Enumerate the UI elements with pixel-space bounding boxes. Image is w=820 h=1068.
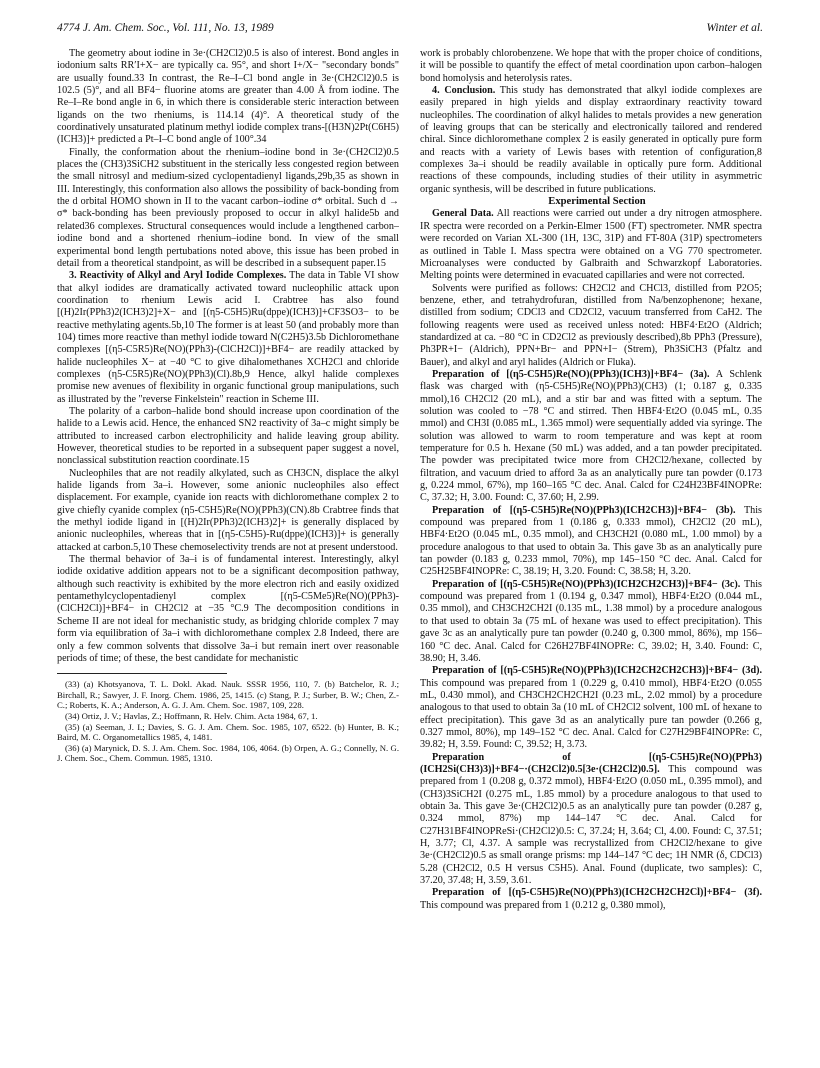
general-data-title: General Data. [432,208,494,220]
left-column [57,48,399,764]
header-authors: Winter et al. [706,22,763,34]
paragraph: work is probably chlorobenzene. We hope that with the proper choice of conditions, it will be possible to quantify the effect of metal coordination upon carbon–halogen bond homolysis and heterolysis rates. [420,48,762,84]
footnotes [57,679,399,764]
preparation-title: Preparation of [(η5-C5H5)Re(NO)(PPh3)(ICH2CH2CH2Cl)]+BF4− (3f). [432,887,762,899]
paragraph: Nucleophiles that are not readily alkylated, such as CH3CN, displace the alkyl halide ligands from 3a–i. However, some anionic nucleophiles also effect displacement. For example, cyanide ion reacts with dichloromethane complex 2 to give chiefly cyanide complex (η5-C5H5)Re(NO)(PPh3)(CN).8b Crabtree finds that the methyl iodide ligand in [(H)2Ir(PPh3)2(ICH3)2]+ is generally displaced by anionic nucleophiles, whereas that in [(η5-C5H5)-Ru(dppe)(ICH3)]+ is generally attacked at carbon.5,10 These chemoselectivity trends are not at present understood. [57,467,399,553]
running-header [57,22,763,38]
general-data-text: All reactions were carried out under a dry nitrogen atmosphere. IR spectra were recorded on a Perkin-Elmer 1500 (FT) spectrometer. NMR spectra were recorded on Varian XL-300 (1H, 13C, 31P) and FT-80A (31P) spectrometers as outlined in Table I. Mass spectra were obtained on a VG 770 spectrometer. Microanalyses were conducted by Galbraith and Schwarzkopf Laboratories. Melting points were determined in evacuated capillaries and were not corrected. [420,208,762,282]
preparation-title: Preparation of [(η5-C5H5)Re(NO)(PPh3)(ICH2CH2CH2CH3)]+BF4− (3d). [432,665,762,677]
general-data-paragraph [420,208,762,282]
preparation-text: This compound was prepared from 1 (0.208 g, 0.372 mmol), HBF4·Et2O (0.050 mL, 0.395 mmol), and (CH3)3SiCH2I (0.275 mL, 1.85 mmol) by a procedure analogous to that used to obtain 3a. This gave 3e·(CH2Cl2)0.5 as an analytically pure tan powder (0.287 g, 0.324 mmol, 87%) mp 144–147 °C dec. Anal. Calcd for C27H31BF4INOPReSi·(CH2Cl2)0.5: C, 37.24; H, 3.64; Cl, 4.00. Found: C, 37.51; H, 3.77; Cl, 4.37. A sample was recrystallized from CH2Cl2/hexane to give 3e·(CH2Cl2)0.5 as small orange prisms: mp 144–147 °C dec; 1H NMR (δ, CDCl3) 5.28 (CH2Cl2, 0.5 H versus C5H5). Anal. Found (duplicate, two samples): C, 37.20, 37.48; H, 3.59, 3.61. [420,763,762,887]
preparation-title: Preparation of [(η5-C5H5)Re(NO)(PPh3)(ICH3)]+BF4− (3a). [432,368,710,380]
section-3-text: The data in Table VI show that alkyl iodides are dramatically activated toward nucleophilic attack upon coordination to rhenium Lewis acid I. Crabtree has also found [(H)2Ir(PPh3)2(ICH3)2]+X− and [(η5-C5H5)Ru(dppe)(ICH3)]+CF3SO3− to be reactive methylating agents.5b,10 The former is at least 50 (and probably more than 104) times more reactive than methyl iodide toward N(C2H5)3.5b Dichloromethane complexes [(η5-C5R5)Re(NO)(PPh3)-(ClCH2Cl)]+BF4− are readily attacked by halide nucleophiles X− at −40 °C to give dihalomethanes XCH2Cl and chloride complexes (η5-C5R5)Re(NO)(PPh3)(Cl).8b,9 Hence, alkyl halide complexes promise new avenues of flexibility in organic functional group manipulations, such as illustrated by the "reverse Finkelstein" reaction in Scheme III. [57,270,400,405]
paragraph: The polarity of a carbon–halide bond should increase upon coordination of the halide to a Lewis acid. Hence, the enhanced SN2 reactivity of 3a–c might simply be attributed to increased carbon electrophilicity and halide leaving group ability. However, theoretical studies to be reported in a subsequent paper suggest a novel, nonclassical substitution reaction coordinate.15 [57,405,399,467]
preparation-text: A Schlenk flask was charged with (η5-C5H5)Re(NO)(PPh3)(CH3) (1; 0.187 g, 0.335 mmol),16 CH2Cl2 (20 mL), and a stir bar and was fitted with a septum. The solution was cooled to −78 °C and stirred. Then HBF4·Et2O (0.045 mL, 0.35 mmol) and CH3I (0.085 mL, 1.365 mmol) were sequentially added via syringe. The solution was allowed to warm to room temperature and was kept at room temperature for 0.5 h. Hexane (50 mL) was added, and a tan powder precipitated. The powder was precipitated twice more from CH2Cl2/hexane, collected by filtration, and vacuum dried to afford 3a as an analytically pure tan powder (0.173 g, 0.224 mmol, 67%), mp 160–165 °C dec. Anal. Calcd for C24H23BF4INOPRe: C, 37.32; H, 3.00. Found: C, 37.60; H, 2.99. [420,368,762,504]
preparation-3c [420,579,762,665]
preparation-3b [420,505,762,579]
conclusion-text: This study has demonstrated that alkyl iodide complexes are easily prepared in high yields and display extraordinary reactivity toward nucleophiles. The coordination of alkyl halides to metals provides a new generation of leaving groups that can be sterically and electronically tailored and rendered chiral. Since dichloromethane complex 2 is easily generated in optically pure form and reacts with a variety of Lewis bases with retention of configuration,8 complexes 3a–i should be readily available in optically pure form. Additional reactions of these compounds, including studies of their utility in asymmetric organic synthesis, will be described in future publications. [420,85,762,195]
preparation-3a [420,369,762,505]
preparation-3d [420,665,762,751]
preparation-text: This compound was prepared from 1 (0.212 g, 0.380 mmol), [420,899,666,911]
preparation-title: Preparation of [(η5-C5H5)Re(NO)(PPh3)(ICH2CH2CH3)]+BF4− (3c). [432,578,741,590]
preparation-text: This compound was prepared from 1 (0.229 g, 0.410 mmol), HBF4·Et2O (0.055 mL, 0.430 mmol), and CH3CH2CH2CH2I (0.23 mL, 2.02 mmol) by a procedure analogous to that used to obtain 3a (10 mL of CH2Cl2 solvent, 100 mL of hexane to effect precipitation). This gave 3d as an analytically pure tan powder (0.266 g, 0.327 mmol, 80%), mp 149–152 °C dec. Anal. Calcd for C27H29BF4INOPRe: C, 39.82; H, 3.59. Found: C, 39.52; H, 3.73. [420,677,762,751]
preparation-title: Preparation of [(η5-C5H5)Re(NO)(PPh3)(ICH2CH3)]+BF4− (3b). [432,504,736,516]
right-column [420,48,762,912]
paragraph: Finally, the conformation about the rhenium–iodine bond in 3e·(CH2Cl2)0.5 places the (CH3)3SiCH2 substituent in the sterically less congested region between the small nitrosyl and medium-sized cyclopentadienyl ligands,29b,35 as shown in III. Interestingly, this conformation also allows the possibility of back-bonding from the d orbital HOMO shown in II to the vacant carbon–iodine σ* orbital. Such d → σ* back-bonding has been previously proposed to occur in alkyl halide5b and related36 complexes. Structural consequences would include a lengthened carbon–iodine bond and a shortened rhenium–iodine bond. In view of the small experimental bond length pertubations noted above, this issue has been probed in detail from a theoretical standpoint, as will be described in a subsequent paper.15 [57,146,399,269]
section-3-intro [57,270,399,406]
conclusion-paragraph [420,85,762,196]
experimental-heading: Experimental Section [548,196,646,208]
footnote: (33) (a) Khotsyanova, T. L. Dokl. Akad. Nauk. SSSR 1956, 110, 7. (b) Batchelor, R. J.; Birchall, R.; Sawyer, J. F. Inorg. Chem. 1986, 25, 1415. (c) Stang, P. J.; Surber, B. W.; Chen, Z.-C.; Roberts, K. A.; Anderson, A. G. J. Am. Chem. Soc. 1987, 109, 228. [57,679,399,711]
section-3-title: 3. Reactivity of Alkyl and Aryl Iodide Complexes. [69,270,287,282]
footnote: (34) Ortiz, J. V.; Havlas, Z.; Hoffmann, R. Helv. Chim. Acta 1984, 67, 1. [65,710,318,721]
footnote: (36) (a) Marynick, D. S. J. Am. Chem. Soc. 1984, 106, 4064. (b) Orpen, A. G.; Connelly, N. G. J. Chem. Soc., Chem. Commun. 1985, 1310. [57,742,399,764]
preparation-3e [420,752,762,888]
preparation-3f [420,887,762,912]
preparation-text: This compound was prepared from 1 (0.186 g, 0.333 mmol), CH2Cl2 (20 mL), HBF4·Et2O (0.045 mL, 0.35 mmol), and CH3CH2I (0.080 mL, 1.00 mmol) by a procedure analogous to that used to obtain 3a. This gave 3b as an analytically pure tan powder (0.183 g, 0.233 mmol, 70%), mp 145–150 °C dec. Anal. Calcd for C25H25BF4INOPRe: C, 38.19; H, 3.20. Found: C, 38.58; H, 3.20. [420,504,762,578]
header-journal-citation: 4774 J. Am. Chem. Soc., Vol. 111, No. 13, 1989 [57,22,274,34]
paragraph: The thermal behavior of 3a–i is of fundamental interest. Interestingly, alkyl iodide oxidative addition appears not to be a significant decomposition pathway, although such reactivity is exhibited by the more electron rich and easily oxidized pentamethylcyclopentadienyl complex [(η5-C5Me5)Re(NO)(PPh3)-(ClCH2Cl)]+BF4− in CH2Cl2 at −35 °C.9 The decomposition conditions in Scheme II are not ideal for mechanistic study, as bridging chloride complex 7 may form via equilibration of 3a–i with dichloromethane complex 2.8 Indeed, there are only a few common solvents that dissolve 3a–i but remain inert over reasonable periods of time; of these, the best candidate for mechanistic [57,554,399,664]
paragraph: The geometry about iodine in 3e·(CH2Cl2)0.5 is also of interest. Bond angles in iodonium salts RR′I+X− are typically ca. 95°, and short I+/X− "secondary bonds" are usually found.33 In contrast, the Re–I–Cl bond angle in 3e·(CH2Cl2)0.5 is 102.5 (5)°, and all BF4− fluorine atoms are greater than 4.00 Å from iodine. The Re–I–Re bond angle in 6, in which there is considerable steric interaction between ligands on the two rheniums, is 114.14 (4)°. A theoretical study of the coordinatively unsaturated platinum methyl iodide complex trans-[(H3N)2Pt(C6H5)(ICH3)]+ predicted a Pt–I–C bond angle of 100°.34 [57,48,399,146]
preparation-title: Preparation of [(η5-C5H5)Re(NO)(PPh3)(ICH2Si(CH3)3)]+BF4−·(CH2Cl2)0.5[3e·(CH2Cl2)0.5]. [420,751,762,775]
footnote-rule [57,673,227,674]
preparation-text: This compound was prepared from 1 (0.194 g, 0.347 mmol), HBF4·Et2O (0.044 mL, 0.35 mmol), and CH3CH2CH2I (0.135 mL, 1.38 mmol) by a procedure analogous to that used to obtain 3a (75 mL of hexane was used to effect precipitation). This gave 3c as an analytically pure tan powder (0.240 g, 0.300 mmol, 86%), mp 156–160 °C dec. Anal. Calcd for C26H27BF4INOPRe: C, 39.02; H, 3.40. Found: C, 38.90; H, 3.46. [420,578,762,664]
footnote: (35) (a) Seeman, J. I.; Davies, S. G. J. Am. Chem. Soc. 1985, 107, 6522. (b) Hunter, B. K.; Baird, M. C. Organometallics 1985, 4, 1481. [57,721,399,743]
conclusion-title: 4. Conclusion. [432,85,496,97]
solvents-paragraph: Solvents were purified as follows: CH2Cl2 and CHCl3, distilled from P2O5; benzene, ether, and tetrahydrofuran, distilled from Na/benzophenone; hexane, distilled from sodium; CDCl3 and CD2Cl2, vacuum transferred from CaH2. The following reagents were used as received unless noted: HBF4·Et2O (Aldrich; standardized at ca. −80 °C in CD2Cl2 as previously described),8b PPh3 (Pressure), Ph3PR+I− (Aldrich), PPN+Br− and PPN+I− (Strem), Ph3SiCH3 (Pfaltz and Bauer), and alkyl and aryl halides (Aldrich or Fluka). [420,282,762,368]
